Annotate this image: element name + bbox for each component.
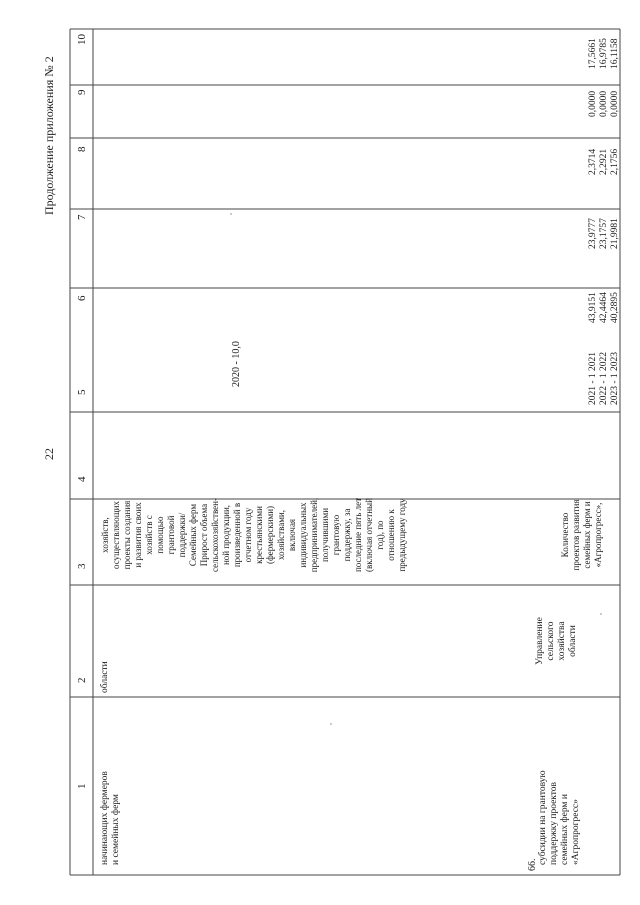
- col-header-2: 2: [76, 677, 88, 683]
- cont-col3-line: предпринимателей,: [309, 497, 319, 573]
- row66-col7-value: 23,9777: [588, 218, 598, 249]
- row66-col9: [588, 91, 621, 117]
- col-header-10: 10: [76, 34, 88, 45]
- row66-col5-line: 2022 - 1: [599, 373, 609, 405]
- row66-col3-line: Количество: [560, 512, 570, 558]
- row66-col9-value: 0,0000: [599, 90, 609, 117]
- cont-col3-line: проекты создания: [122, 500, 132, 570]
- cont-col2-line: области: [100, 661, 110, 693]
- row66-col2-line: Управление: [535, 617, 545, 665]
- cont-col1: [100, 771, 122, 865]
- row66-col5-line: 2023 - 1: [610, 373, 620, 405]
- row66-col8-value: 2,3714: [588, 148, 598, 175]
- col-header-1: 1: [76, 783, 88, 789]
- row66-col3-line: семейных ферм и: [582, 501, 592, 569]
- row66-col2: [535, 589, 579, 693]
- row66-col7-value: 21,9981: [610, 218, 620, 249]
- scan-speck: [230, 213, 232, 215]
- row66-col9-value: 0,0000: [588, 90, 598, 117]
- cont-col3-line: помощью: [155, 516, 165, 554]
- scan-speck: [600, 613, 602, 615]
- cont-col1-line: начинающих фермеров: [100, 771, 110, 865]
- col-header-3: 3: [76, 563, 88, 569]
- row66-col6-year: 2022: [599, 352, 609, 371]
- row66-col7-value: 23,1757: [599, 218, 609, 249]
- row66-col1-line: субсидии на грантовую: [538, 770, 548, 865]
- row66-col6-value: 40,2895: [610, 292, 620, 323]
- cont-col3-line: крестьянскими: [254, 506, 264, 564]
- cont-col3-line: Семейных ферм: [188, 503, 198, 567]
- row66-col10: [588, 38, 621, 69]
- col-header-9: 9: [76, 89, 88, 95]
- cont-col3-line: грантовой: [166, 515, 176, 555]
- col-header-8: 8: [76, 146, 88, 152]
- cont-col3-line: ной продукции,: [221, 504, 231, 566]
- row66-col3: [560, 487, 604, 583]
- cont-col2: [100, 661, 111, 693]
- row66-col8-value: 2,2921: [599, 148, 609, 175]
- col-header-5: 5: [76, 389, 88, 395]
- row66-col3-line: «Агропрогресс»,: [593, 502, 603, 568]
- row66-col6-value: 42,4464: [599, 292, 609, 323]
- cont-col5-value: 2020 - 10,0: [231, 341, 242, 387]
- row66-col1-line: семейных ферм и: [560, 794, 570, 865]
- row66-col2-line: сельского: [546, 621, 556, 661]
- cont-col3-line: грантовую: [331, 514, 341, 556]
- row66-col1: [538, 770, 582, 865]
- col-header-7: 7: [76, 214, 88, 220]
- row66-col1-line: поддержку проектов: [549, 781, 559, 865]
- row66-col6-year: 2023: [610, 352, 620, 371]
- row66-number: 66.: [527, 858, 538, 871]
- cont-col3-line: хозяйств,: [100, 517, 110, 553]
- row66-col8-value: 2,1756: [610, 148, 620, 175]
- row66-col10-value: 16,9785: [599, 38, 609, 69]
- col-header-4: 4: [76, 476, 88, 482]
- row66-col2-line: области: [568, 625, 578, 657]
- cont-col3-line: произведенной в: [232, 502, 242, 568]
- row66-col1-line: «Агропрогресс»: [571, 799, 581, 865]
- annex-title: Продолжение приложения № 2: [42, 56, 56, 215]
- row66-col5-line: 2021 - 1: [588, 373, 598, 405]
- cont-col3-line: отчетном году: [243, 507, 253, 563]
- row66-col6-years: [588, 352, 621, 371]
- cont-col3-line: и развития своих: [133, 502, 143, 568]
- row66-col6-value: 43,9151: [588, 292, 598, 323]
- cont-col3-line: сельскохозяйствен-: [210, 498, 220, 572]
- row66-col9-value: 0,0000: [610, 90, 620, 117]
- page-number: 22: [42, 448, 56, 460]
- row66-col8: [588, 149, 621, 175]
- row66-col10-value: 16,1158: [610, 38, 620, 69]
- col-header-6: 6: [76, 295, 88, 301]
- cont-col3-line: осуществляющих: [111, 501, 121, 569]
- cont-col1-line: и семейных ферм: [111, 794, 121, 865]
- row66-col6-values: [588, 292, 621, 323]
- row66-col3-line: проектов развития: [571, 499, 581, 571]
- cont-col3-line: Прирост объема: [199, 503, 209, 567]
- cont-col3-line: получившими: [320, 507, 330, 563]
- cont-col3-line: хозяйств с: [144, 515, 154, 555]
- cont-col3-line: хозяйствами,: [276, 510, 286, 560]
- cont-col3-line: предыдущему году: [397, 498, 407, 572]
- cont-col3-line: включая: [287, 518, 297, 552]
- row66-col7: [588, 218, 621, 249]
- cont-col3-line: последние пять лет: [353, 497, 363, 573]
- row66-col6-year: 2021: [588, 352, 598, 371]
- cont-col3-line: поддержку, за: [342, 508, 352, 562]
- row66-col5: [588, 373, 621, 405]
- cont-col3: [100, 487, 408, 583]
- scan-speck: [330, 723, 332, 725]
- row66-col10-value: 17,5661: [588, 38, 598, 69]
- cont-col3-line: индивидуальных: [298, 502, 308, 568]
- cont-col3-line: поддержки/: [177, 512, 187, 558]
- cont-col3-line: (фермерскими): [265, 505, 275, 565]
- cont-col3-line: (включая отчетный: [364, 498, 374, 572]
- cont-col3-line: отношению к: [386, 509, 396, 561]
- row66-col2-line: хозяйства: [557, 621, 567, 661]
- cont-col3-line: год), по: [375, 520, 385, 550]
